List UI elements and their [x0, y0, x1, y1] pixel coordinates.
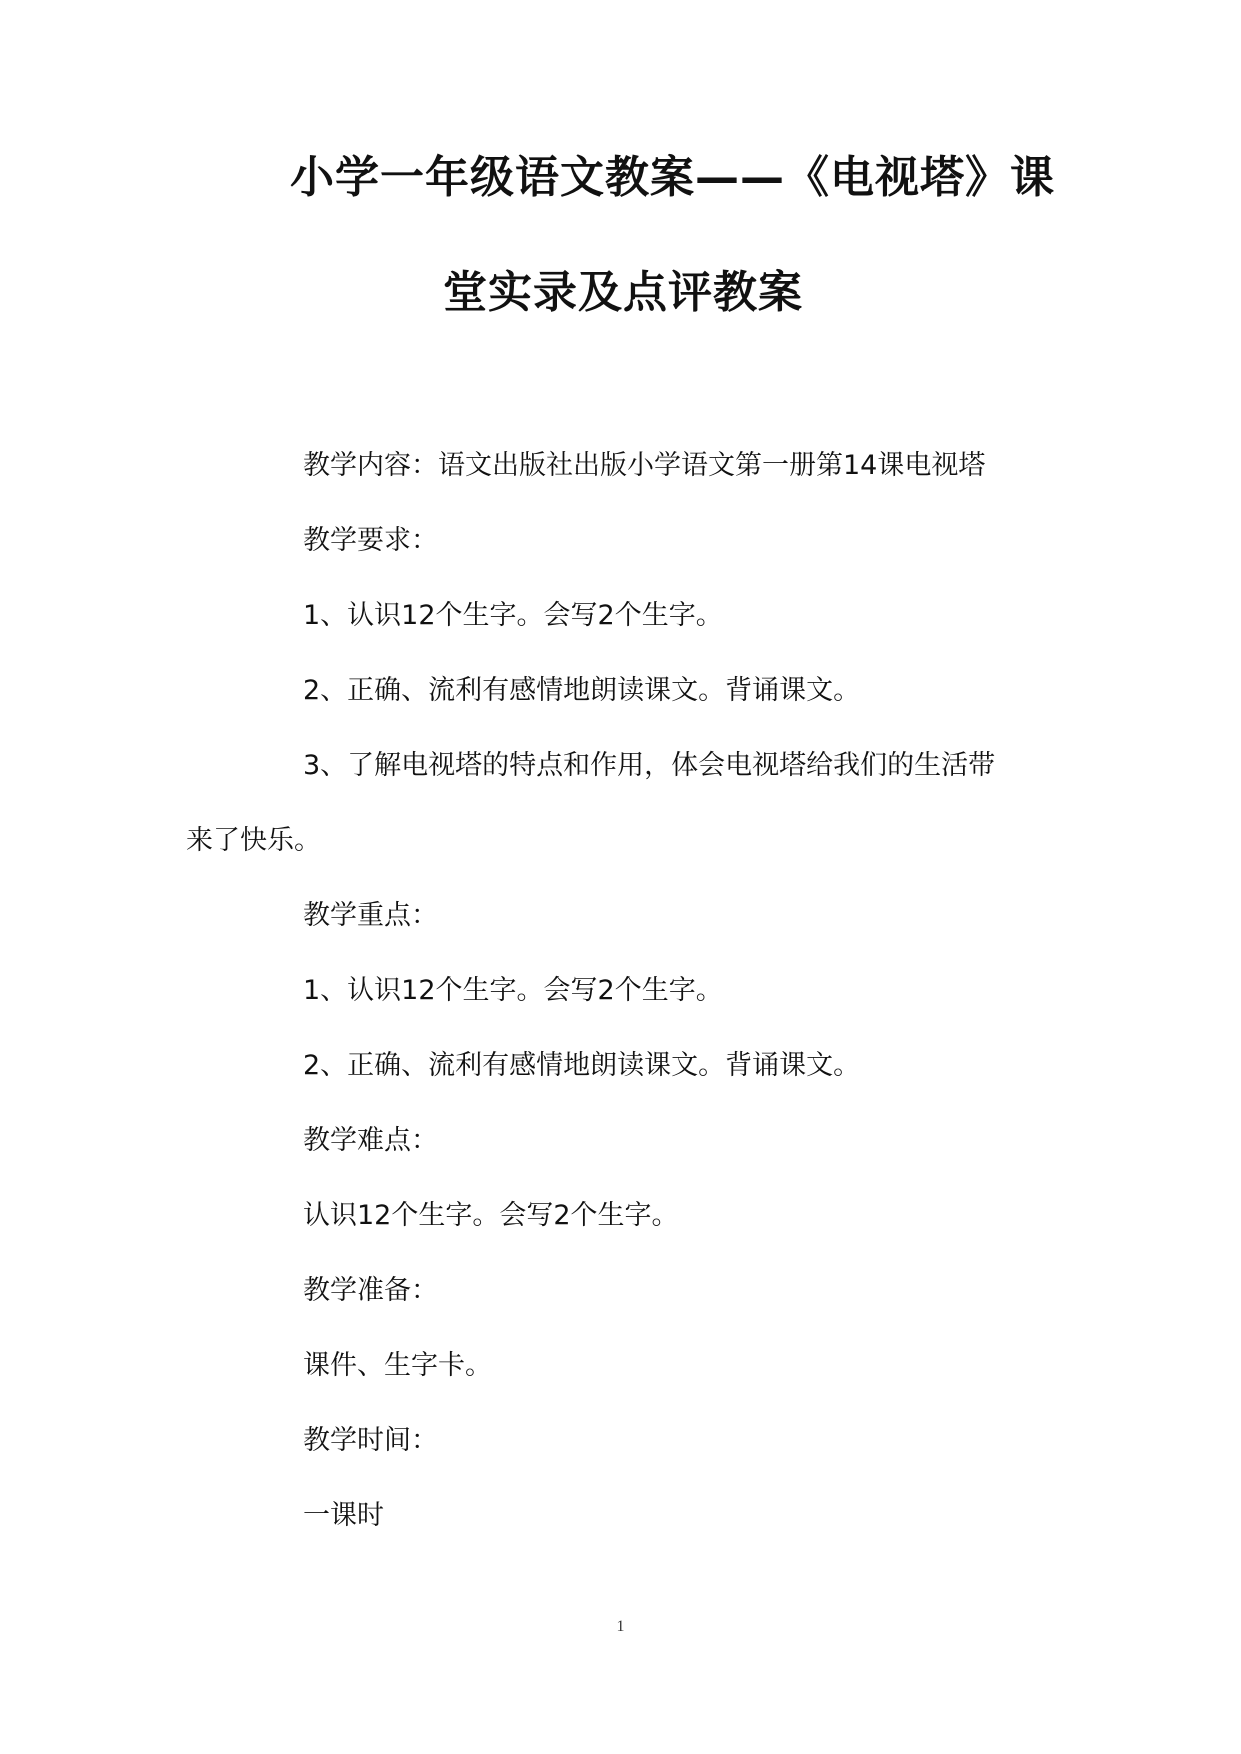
preparation-text: 课件、生字卡。	[303, 1350, 492, 1381]
page-number: 1	[616, 1618, 625, 1635]
heading-teaching-difficulty: 教学难点：	[303, 1125, 438, 1156]
difficulty-text: 认识12个生字。会写2个生字。	[303, 1200, 679, 1231]
heading-teaching-focus: 教学重点：	[303, 900, 438, 931]
focus-item-2: 2、正确、流利有感情地朗读课文。背诵课文。	[303, 1050, 861, 1081]
focus-item-1: 1、认识12个生字。会写2个生字。	[303, 975, 723, 1006]
document-title-line-2: 堂实录及点评教案	[443, 267, 803, 318]
requirement-item-1: 1、认识12个生字。会写2个生字。	[303, 600, 723, 631]
teaching-time-text: 一课时	[303, 1500, 384, 1531]
requirement-item-3: 3、了解电视塔的特点和作用，体会电视塔给我们的生活带	[303, 750, 996, 781]
document-title-line-1: 小学一年级语文教案——《电视塔》课	[290, 152, 1055, 203]
requirement-item-2: 2、正确、流利有感情地朗读课文。背诵课文。	[303, 675, 861, 706]
requirement-item-3-continued: 来了快乐。	[186, 825, 321, 856]
heading-teaching-preparation: 教学准备：	[303, 1275, 438, 1306]
paragraph-teaching-content: 教学内容：语文出版社出版小学语文第一册第14课电视塔	[303, 450, 986, 481]
heading-teaching-time: 教学时间：	[303, 1425, 438, 1456]
heading-teaching-requirements: 教学要求：	[303, 525, 438, 556]
